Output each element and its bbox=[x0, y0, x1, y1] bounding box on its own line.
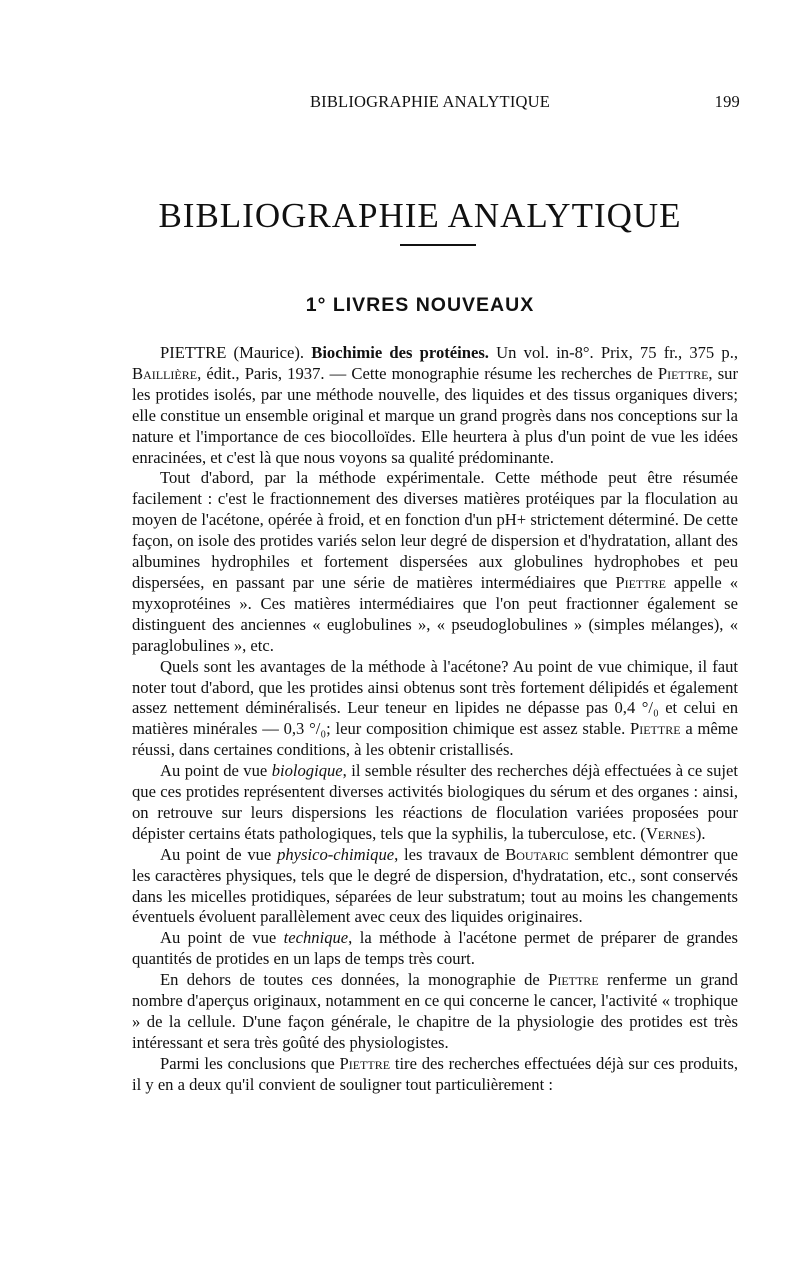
body-text bbox=[132, 343, 738, 1096]
emphasis: biologique bbox=[271, 761, 343, 781]
page-title: BIBLIOGRAPHIE ANALYTIQUE bbox=[158, 196, 682, 235]
page-number: 199 bbox=[714, 92, 740, 111]
paragraph-text: En dehors de toutes ces données, la monographie de bbox=[160, 970, 540, 990]
paragraph-technical bbox=[132, 928, 738, 970]
paragraph-entry bbox=[132, 343, 738, 468]
paragraph-text: Au point de vue bbox=[160, 844, 272, 864]
entry-summary: , sur les protides isolés, par une méthode nouvelle, des liquides et des tissus organiques divers; elle constitue un ensemble original et marque un grand progrès dans nos conceptions sur la nature et l'importance de ces biocolloïdes. Elle heurtera à plus d'un point de vue les idées enracinées, et c'est là que nous voyons sa qualité prédominante. bbox=[132, 363, 739, 467]
paragraph-text: , les travaux de bbox=[394, 844, 500, 864]
author-reference: Piettre bbox=[657, 363, 709, 383]
running-head-title: BIBLIOGRAPHIE ANALYTIQUE bbox=[309, 92, 551, 111]
paragraph-physico-chemical bbox=[132, 845, 738, 929]
emphasis: technique bbox=[283, 928, 349, 948]
paragraph-overview bbox=[132, 970, 738, 1054]
author-reference: Piettre bbox=[615, 572, 666, 592]
author-reference: Vernes bbox=[645, 823, 696, 843]
entry-publisher: Baillière bbox=[132, 363, 198, 383]
paragraph-conclusions bbox=[132, 1054, 738, 1096]
paragraph-text: , il semble résulter des recherches déjà effectuées à ce sujet que ces protides représentent diverses activités biologiques du sérum et des organes : ainsi, on retrouve sur leurs dispersions les réactions de floculation variées proposées pour dépister certains états pathologiques, tels que la syphilis, la tuberculose, etc. ( bbox=[132, 761, 738, 843]
paragraph-text: ). bbox=[695, 823, 706, 843]
paragraph-text: Tout d'abord, par la méthode expérimentale. Cette méthode peut être résumée facilement : c'est le fractionnement des diverses matières protéiques par la floculation au moyen de l'acétone, opérée à froid, et en fonction d'un pH+ strictement déterminé. De cette façon, on isole des protides variés selon leur degré de dispersion et d'hydratation, allant des albumines hydrophiles et fortement dispersées aux globulines hydrophobes et peu dispersées, en passant par une série de matières intermédiaires que bbox=[132, 468, 738, 592]
paragraph-method bbox=[132, 468, 738, 656]
paragraph-text: Parmi les conclusions que bbox=[160, 1053, 335, 1073]
author-reference: Piettre bbox=[548, 970, 599, 990]
author-reference: Piettre bbox=[629, 719, 681, 739]
paragraph-text: semblent démontrer que les caractères physiques, tels que le degré de dispersion, d'hydratation, etc., sont conservés dans les micelles protidiques, séparées de leur substratum; tout au moins les changements éventuels évoluent parallèlement avec ceux des liquides originaires. bbox=[132, 844, 738, 927]
running-head bbox=[120, 90, 740, 116]
author-reference: Boutaric bbox=[505, 844, 569, 864]
paragraph-biological bbox=[132, 761, 738, 845]
paragraph-text: , la méthode à l'acétone permet de préparer de grandes quantités de protides en un laps de temps très court. bbox=[132, 928, 738, 969]
entry-author: PIETTRE (Maurice). bbox=[160, 343, 305, 362]
paragraph-text: Quels sont les avantages de la méthode à l'acétone? Au point de vue chimique, il faut noter tout d'abord, que les protides ainsi obtenus sont très fortement délipidés et également assez nettement déminéralisés. Leur teneur en lipides ne dépasse pas 0,4 °/₀ et celui en matières minérales — 0,3 °/₀; leur composition chimique est assez stable. bbox=[132, 656, 738, 739]
emphasis: physico-chimique bbox=[277, 844, 395, 864]
paragraph-text: appelle « myxoprotéines ». Ces matières intermédiaires que l'on peut fractionner également se distinguent des anciennes « euglobulines », « pseudoglobulines » (simples mélanges), « paraglobulines », etc. bbox=[132, 572, 739, 655]
paragraph-text: tire des recherches effectuées déjà sur ces produits, il y en a deux qu'il convient de souligner tout particulièrement : bbox=[132, 1053, 738, 1094]
paragraph-text: renferme un grand nombre d'aperçus originaux, notamment en ce qui concerne le cancer, l'activité « trophique » de la cellule. D'une façon générale, le chapitre de la physiologie des protides est très intéressant et sera très goûté des physiologistes. bbox=[132, 970, 738, 1052]
section-heading: 1° LIVRES NOUVEAUX bbox=[305, 294, 535, 316]
author-reference: Piettre bbox=[339, 1053, 391, 1073]
title-rule bbox=[400, 244, 476, 246]
paragraph-text: Au point de vue bbox=[160, 928, 277, 948]
paragraph-text: a même réussi, dans certaines conditions, à les obtenir cristallisés. bbox=[132, 719, 738, 760]
paragraph-advantages bbox=[132, 657, 738, 762]
entry-details: Un vol. in-8°. Prix, 75 fr., 375 p., bbox=[496, 343, 738, 362]
paragraph-text: Au point de vue bbox=[160, 761, 268, 781]
entry-book-title: Biochimie des protéines. bbox=[311, 343, 489, 362]
entry-details-2: , édit., Paris, 1937. — Cette monographie résume les recherches de bbox=[197, 363, 653, 383]
